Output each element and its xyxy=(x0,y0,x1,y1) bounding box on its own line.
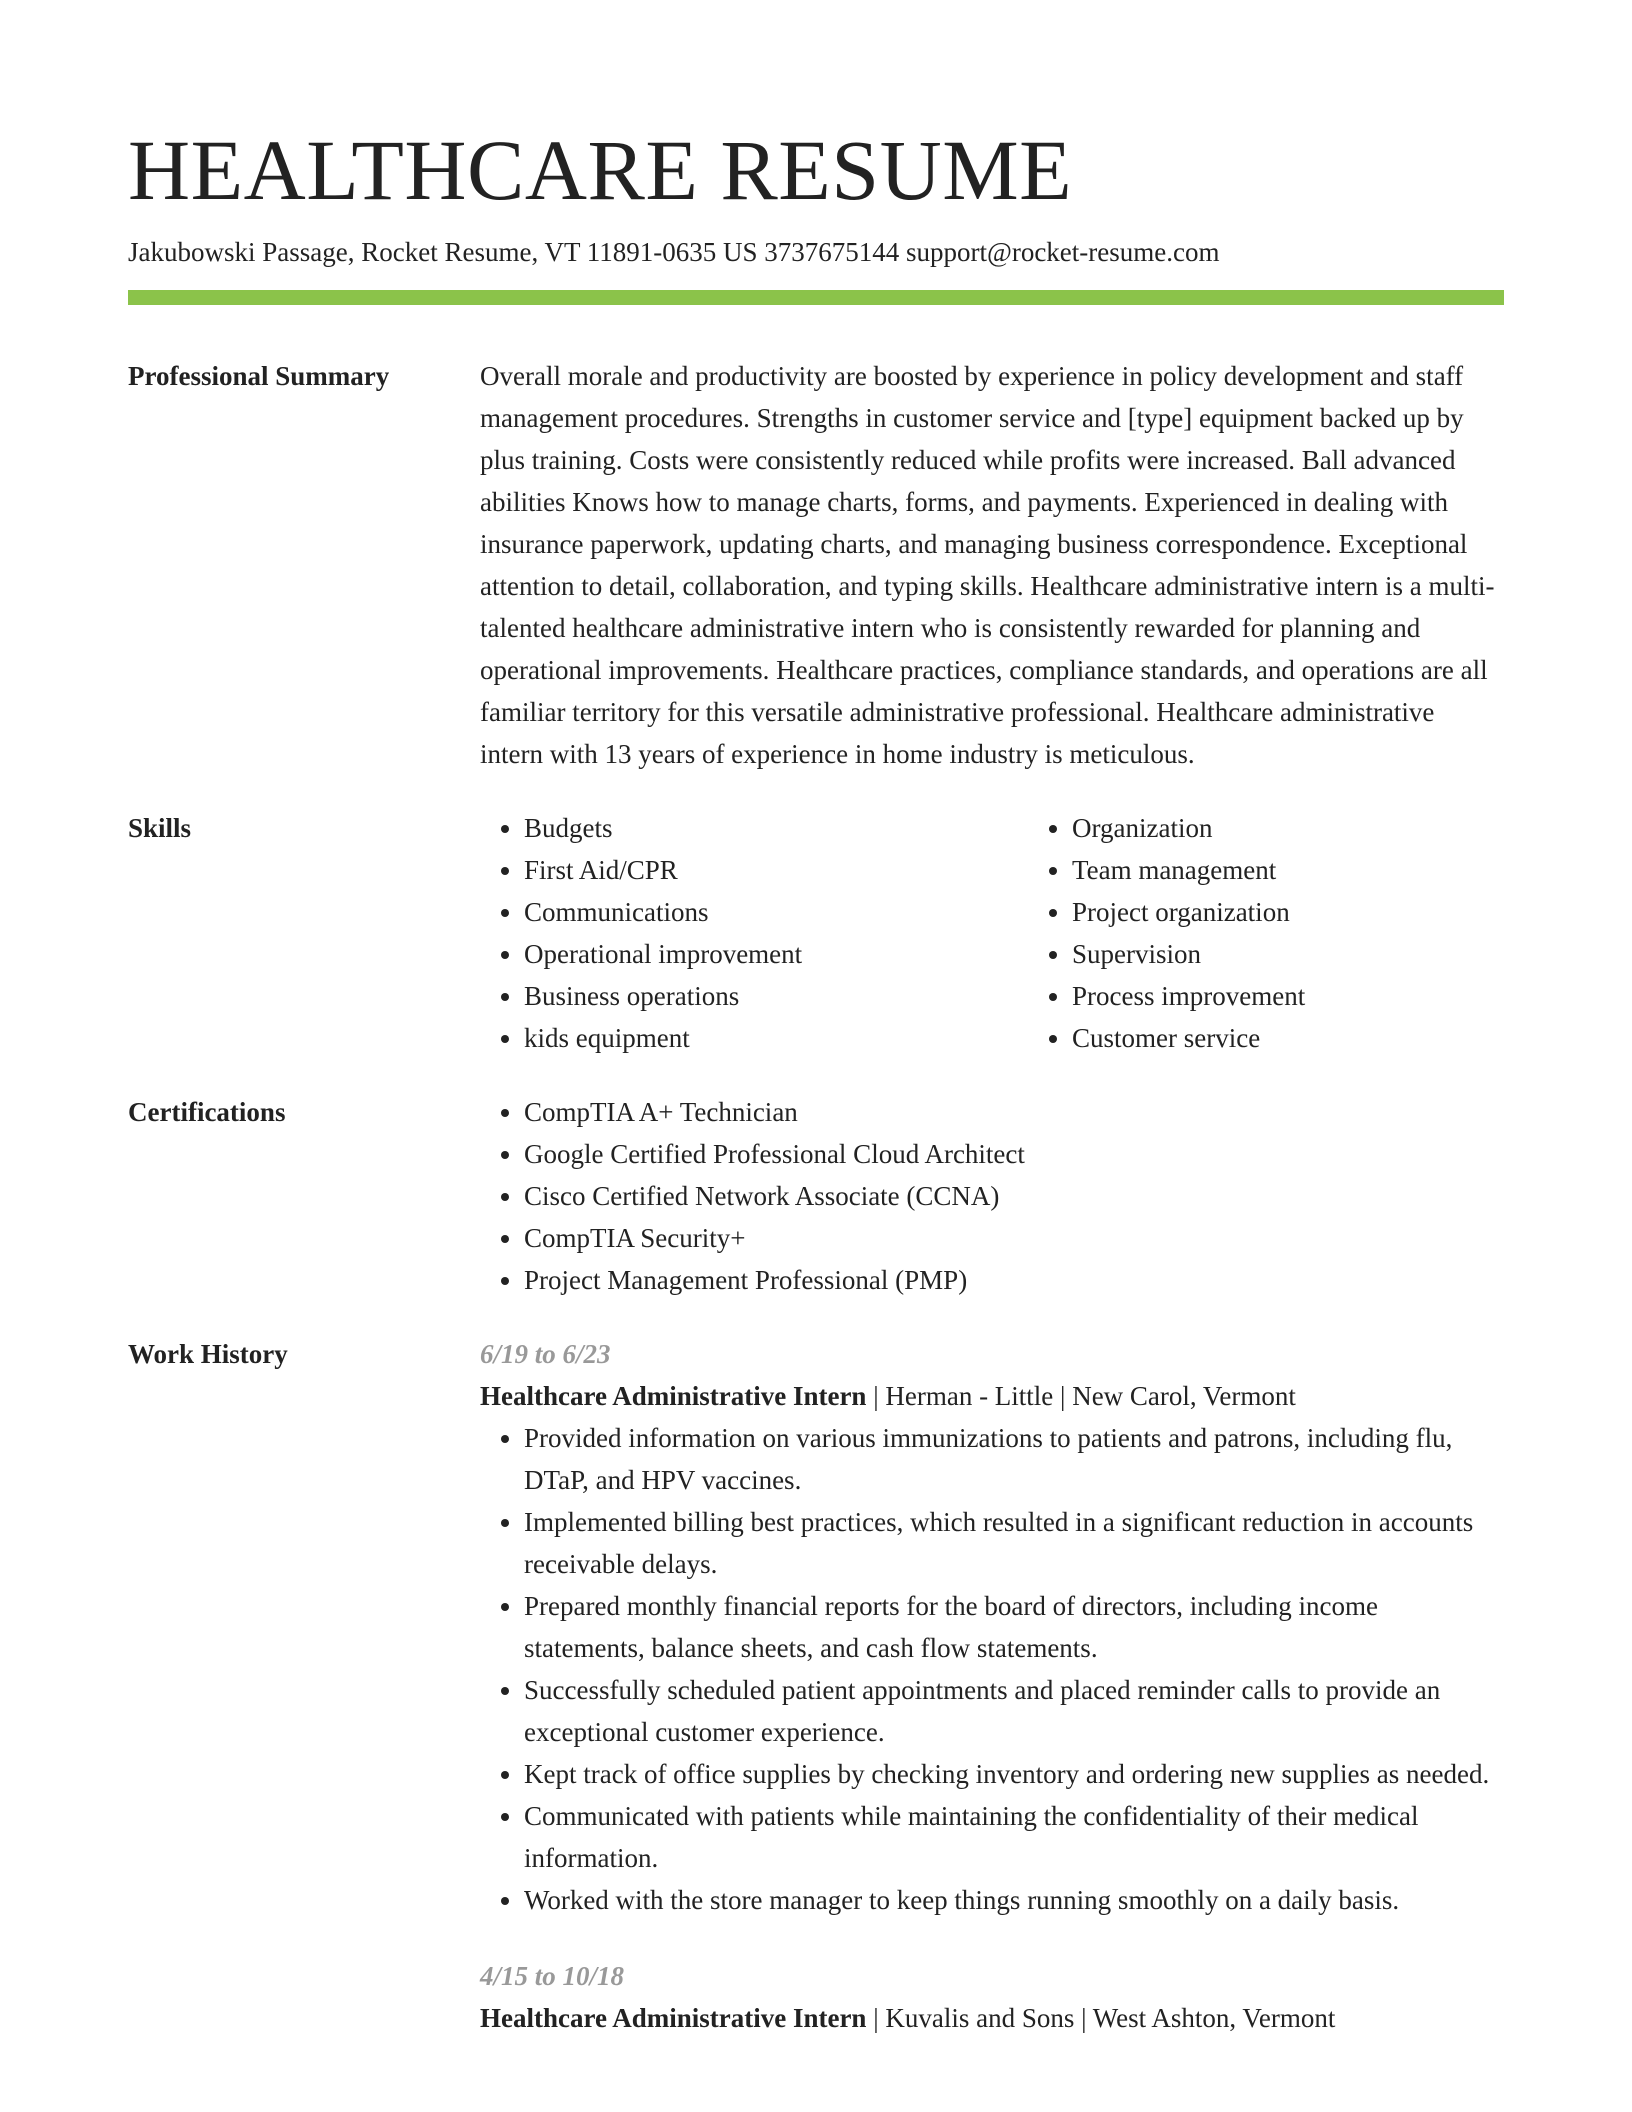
skill-item: • Supervision xyxy=(1072,933,1576,975)
certifications-body xyxy=(480,1091,1504,1301)
skill-item: • Project organization xyxy=(1072,891,1576,933)
job-dates: 6/19 to 6/23 xyxy=(480,1339,611,1369)
certification-item: • Project Management Professional (PMP) xyxy=(524,1259,1504,1301)
job-company-location: | Herman - Little | New Carol, Vermont xyxy=(866,1381,1296,1411)
job-entry xyxy=(480,1333,1504,1921)
resume-page xyxy=(128,0,1504,2039)
summary-text: Overall morale and productivity are boosted by experience in policy development and staff management procedures. Strengths in customer service and [type] equipment backed up by plus training. Costs were consistently reduced while profits were increased. Ball advanced abilities Knows how to manage charts, forms, and payments. Experienced in dealing with insurance paperwork, updating charts, and managing business correspondence. Exceptional attention to detail, collaboration, and typing skills. Healthcare administrative intern is a multi-talented healthcare administrative intern who is consistently rewarded for planning and operational improvements. Healthcare practices, compliance standards, and operations are all familiar territory for this versatile administrative professional. Healthcare administrative intern with 13 years of experience in home industry is meticulous. xyxy=(480,361,1495,769)
job-company-location: | Kuvalis and Sons | West Ashton, Vermont xyxy=(866,2003,1336,2033)
job-bullet: • Prepared monthly financial reports for the board of directors, including income statements, balance sheets, and cash flow statements. xyxy=(524,1585,1504,1669)
job-bullet: • Successfully scheduled patient appointments and placed reminder calls to provide an exceptional customer experience. xyxy=(524,1669,1504,1753)
certification-item: • Cisco Certified Network Associate (CCNA) xyxy=(524,1175,1504,1217)
certification-item: • CompTIA Security+ xyxy=(524,1217,1504,1259)
job-title: Healthcare Administrative Intern xyxy=(480,1381,867,1411)
certification-item: • Google Certified Professional Cloud Architect xyxy=(524,1133,1504,1175)
skills-section xyxy=(128,807,1504,1059)
certifications-list xyxy=(480,1091,1504,1301)
job-entry xyxy=(480,1955,1504,2039)
job-title: Healthcare Administrative Intern xyxy=(480,2003,867,2033)
job-header xyxy=(480,1375,1504,1417)
skills-body xyxy=(480,807,1504,1059)
resume-title: HEALTHCARE RESUME xyxy=(128,122,1073,218)
skill-item: • kids equipment xyxy=(524,1017,1028,1059)
skills-heading: Skills xyxy=(128,813,192,843)
job-header xyxy=(480,1997,1504,2039)
skill-item: • Team management xyxy=(1072,849,1576,891)
job-bullet: • Worked with the store manager to keep things running smoothly on a daily basis. xyxy=(524,1879,1504,1921)
job-bullet: • Provided information on various immunizations to patients and patrons, including flu, DTaP, and HPV vaccines. xyxy=(524,1417,1504,1501)
summary-heading: Professional Summary xyxy=(128,361,390,391)
work-history-heading: Work History xyxy=(128,1339,288,1369)
job-bullet: • Communicated with patients while maintaining the confidentiality of their medical information. xyxy=(524,1795,1504,1879)
skill-item: • Organization xyxy=(1072,807,1576,849)
header-divider xyxy=(128,290,1504,305)
skill-item: • Budgets xyxy=(524,807,1028,849)
certifications-section xyxy=(128,1091,1504,1301)
skill-item: • Operational improvement xyxy=(524,933,1028,975)
certifications-heading: Certifications xyxy=(128,1097,286,1127)
summary-body xyxy=(480,355,1504,775)
job-bullet: • Kept track of office supplies by checking inventory and ordering new supplies as needed. xyxy=(524,1753,1504,1795)
certification-item: • CompTIA A+ Technician xyxy=(524,1091,1504,1133)
work-history-body xyxy=(480,1333,1504,2039)
summary-section xyxy=(128,355,1504,775)
skills-list-right xyxy=(1028,807,1576,1059)
work-history-section xyxy=(128,1333,1504,2039)
skill-item: • Process improvement xyxy=(1072,975,1576,1017)
contact-line: Jakubowski Passage, Rocket Resume, VT 11891-0635 US 3737675144 support@rocket-resume.com xyxy=(128,237,1220,267)
job-bullet: • Implemented billing best practices, which resulted in a significant reduction in accounts receivable delays. xyxy=(524,1501,1504,1585)
skills-list-left xyxy=(480,807,1028,1059)
skill-item: • Communications xyxy=(524,891,1028,933)
skills-grid xyxy=(480,807,1504,1059)
skill-item: • Customer service xyxy=(1072,1017,1576,1059)
skill-item: • First Aid/CPR xyxy=(524,849,1028,891)
skill-item: • Business operations xyxy=(524,975,1028,1017)
job-dates: 4/15 to 10/18 xyxy=(480,1961,625,1991)
job-bullets xyxy=(480,1417,1504,1921)
